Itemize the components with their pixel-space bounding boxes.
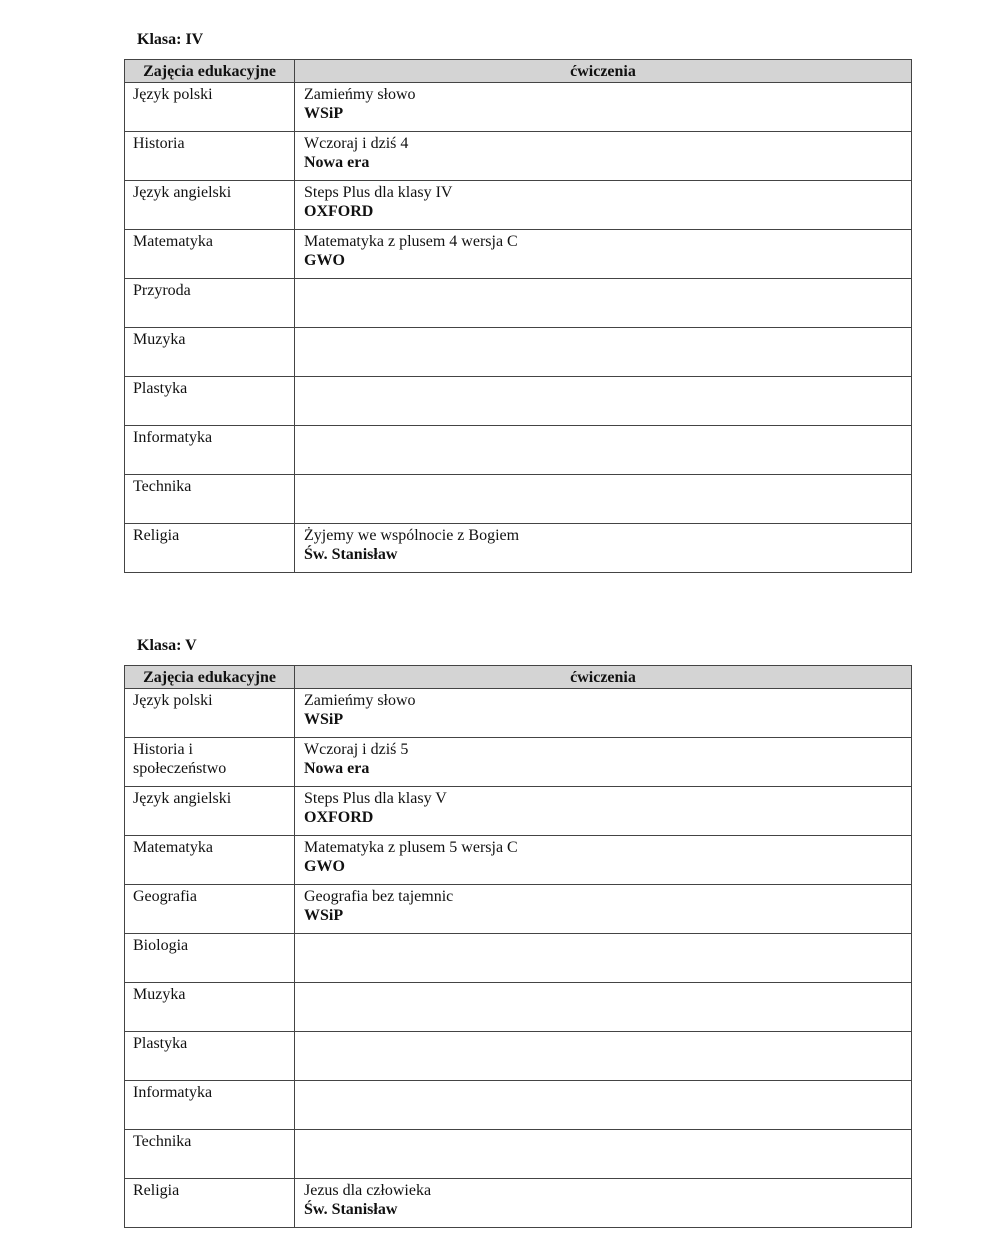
exercise-title: Steps Plus dla klasy V bbox=[304, 790, 447, 807]
subject-cell bbox=[125, 328, 295, 377]
subject-name: Plastyka bbox=[133, 380, 188, 397]
exercise-cell bbox=[295, 689, 912, 738]
header-subject: Zajęcia edukacyjne bbox=[125, 666, 295, 689]
subject-cell bbox=[125, 1032, 295, 1081]
exercise-title bbox=[295, 377, 911, 379]
publisher: WSiP bbox=[304, 907, 344, 924]
publisher: GWO bbox=[304, 252, 345, 269]
table-row bbox=[125, 328, 912, 377]
publisher: Nowa era bbox=[304, 760, 370, 777]
exercise-title bbox=[295, 475, 911, 477]
table-row bbox=[125, 836, 912, 885]
exercise-cell bbox=[295, 836, 912, 885]
subject-name: Matematyka bbox=[133, 233, 213, 250]
subject-name: Religia bbox=[133, 1182, 180, 1199]
publisher: OXFORD bbox=[304, 809, 374, 826]
subject-cell bbox=[125, 132, 295, 181]
header-exercises: ćwiczenia bbox=[295, 60, 912, 83]
table-row bbox=[125, 230, 912, 279]
exercise-title: Matematyka z plusem 5 wersja C bbox=[304, 839, 518, 856]
publisher: Św. Stanisław bbox=[304, 546, 398, 563]
class-iv-table bbox=[124, 59, 912, 573]
table-row bbox=[125, 738, 912, 787]
exercise-cell bbox=[295, 1179, 912, 1228]
subject-cell bbox=[125, 934, 295, 983]
table-row bbox=[125, 983, 912, 1032]
table-row bbox=[125, 279, 912, 328]
subject-name: Matematyka bbox=[133, 839, 213, 856]
exercise-cell bbox=[295, 132, 912, 181]
table-row bbox=[125, 1032, 912, 1081]
exercise-title: Żyjemy we wspólnocie z Bogiem bbox=[304, 527, 520, 544]
publisher: Nowa era bbox=[304, 154, 370, 171]
exercise-title: Zamieńmy słowo bbox=[304, 692, 416, 709]
table-row bbox=[125, 1130, 912, 1179]
exercise-cell bbox=[295, 475, 912, 524]
publisher: WSiP bbox=[304, 105, 344, 122]
subject-name: Muzyka bbox=[133, 331, 186, 348]
subject-name: Informatyka bbox=[133, 1084, 213, 1101]
exercise-title: Wczoraj i dziś 5 bbox=[304, 741, 409, 758]
exercise-title bbox=[295, 279, 911, 281]
subject-name: Historia bbox=[133, 135, 185, 152]
subject-cell bbox=[125, 230, 295, 279]
exercise-title bbox=[295, 934, 911, 936]
subject-name: Muzyka bbox=[133, 986, 186, 1003]
exercise-title: Steps Plus dla klasy IV bbox=[304, 184, 453, 201]
table-row bbox=[125, 1179, 912, 1228]
subject-name: Biologia bbox=[133, 937, 189, 954]
exercise-title bbox=[295, 983, 911, 985]
table-row bbox=[125, 475, 912, 524]
exercise-cell bbox=[295, 230, 912, 279]
subject-cell bbox=[125, 181, 295, 230]
class-label: Klasa: IV bbox=[137, 31, 204, 48]
table-row bbox=[125, 83, 912, 132]
exercise-title: Geografia bez tajemnic bbox=[304, 888, 454, 905]
exercise-title bbox=[295, 1032, 911, 1034]
exercise-title: Wczoraj i dziś 4 bbox=[304, 135, 409, 152]
exercise-cell bbox=[295, 181, 912, 230]
exercise-cell bbox=[295, 1130, 912, 1179]
publisher: WSiP bbox=[304, 711, 344, 728]
exercise-cell bbox=[295, 1081, 912, 1130]
exercise-cell bbox=[295, 279, 912, 328]
exercise-cell bbox=[295, 983, 912, 1032]
subject-name: Język polski bbox=[133, 692, 213, 709]
exercise-title: Matematyka z plusem 4 wersja C bbox=[304, 233, 518, 250]
table-row bbox=[125, 885, 912, 934]
table-header-row bbox=[125, 666, 912, 689]
table-header-row bbox=[125, 60, 912, 83]
table-row bbox=[125, 934, 912, 983]
subject-cell bbox=[125, 885, 295, 934]
subject-cell bbox=[125, 426, 295, 475]
subject-name: Informatyka bbox=[133, 429, 213, 446]
table-row bbox=[125, 132, 912, 181]
table-row bbox=[125, 524, 912, 573]
exercise-cell bbox=[295, 83, 912, 132]
exercise-cell bbox=[295, 426, 912, 475]
subject-name: Technika bbox=[133, 478, 192, 495]
subject-cell bbox=[125, 738, 295, 787]
subject-cell bbox=[125, 83, 295, 132]
exercise-cell bbox=[295, 787, 912, 836]
exercise-title bbox=[295, 1081, 911, 1083]
subject-name: Geografia bbox=[133, 888, 197, 905]
subject-cell bbox=[125, 1130, 295, 1179]
subject-name: Plastyka bbox=[133, 1035, 188, 1052]
exercise-cell bbox=[295, 1032, 912, 1081]
subject-cell bbox=[125, 1081, 295, 1130]
table-row bbox=[125, 377, 912, 426]
exercise-title bbox=[295, 1130, 911, 1132]
exercise-cell bbox=[295, 885, 912, 934]
header-exercises: ćwiczenia bbox=[295, 666, 912, 689]
publisher: GWO bbox=[304, 858, 345, 875]
subject-cell bbox=[125, 377, 295, 426]
publisher: OXFORD bbox=[304, 203, 374, 220]
table-row bbox=[125, 787, 912, 836]
exercise-title bbox=[295, 426, 911, 428]
class-v-table bbox=[124, 665, 912, 1228]
subject-name: Język angielski bbox=[133, 184, 232, 201]
table-row bbox=[125, 1081, 912, 1130]
exercise-cell bbox=[295, 377, 912, 426]
subject-name: Język angielski bbox=[133, 790, 232, 807]
subject-cell bbox=[125, 475, 295, 524]
subject-cell bbox=[125, 1179, 295, 1228]
exercise-cell bbox=[295, 524, 912, 573]
table-row bbox=[125, 181, 912, 230]
subject-cell bbox=[125, 836, 295, 885]
subject-name: Język polski bbox=[133, 86, 213, 103]
subject-name: Przyroda bbox=[133, 282, 191, 299]
subject-cell bbox=[125, 689, 295, 738]
header-subject: Zajęcia edukacyjne bbox=[125, 60, 295, 83]
subject-name: Technika bbox=[133, 1133, 192, 1150]
subject-name: Historia i społeczeństwo bbox=[133, 741, 227, 777]
class-label: Klasa: V bbox=[137, 637, 197, 654]
subject-cell bbox=[125, 279, 295, 328]
publisher: Św. Stanisław bbox=[304, 1201, 398, 1218]
subject-name: Religia bbox=[133, 527, 180, 544]
exercise-title bbox=[295, 328, 911, 330]
exercise-cell bbox=[295, 738, 912, 787]
exercise-title: Zamieńmy słowo bbox=[304, 86, 416, 103]
table-row bbox=[125, 426, 912, 475]
subject-cell bbox=[125, 983, 295, 1032]
exercise-cell bbox=[295, 328, 912, 377]
table-row bbox=[125, 689, 912, 738]
subject-cell bbox=[125, 524, 295, 573]
exercise-title: Jezus dla człowieka bbox=[304, 1182, 432, 1199]
exercise-cell bbox=[295, 934, 912, 983]
subject-cell bbox=[125, 787, 295, 836]
